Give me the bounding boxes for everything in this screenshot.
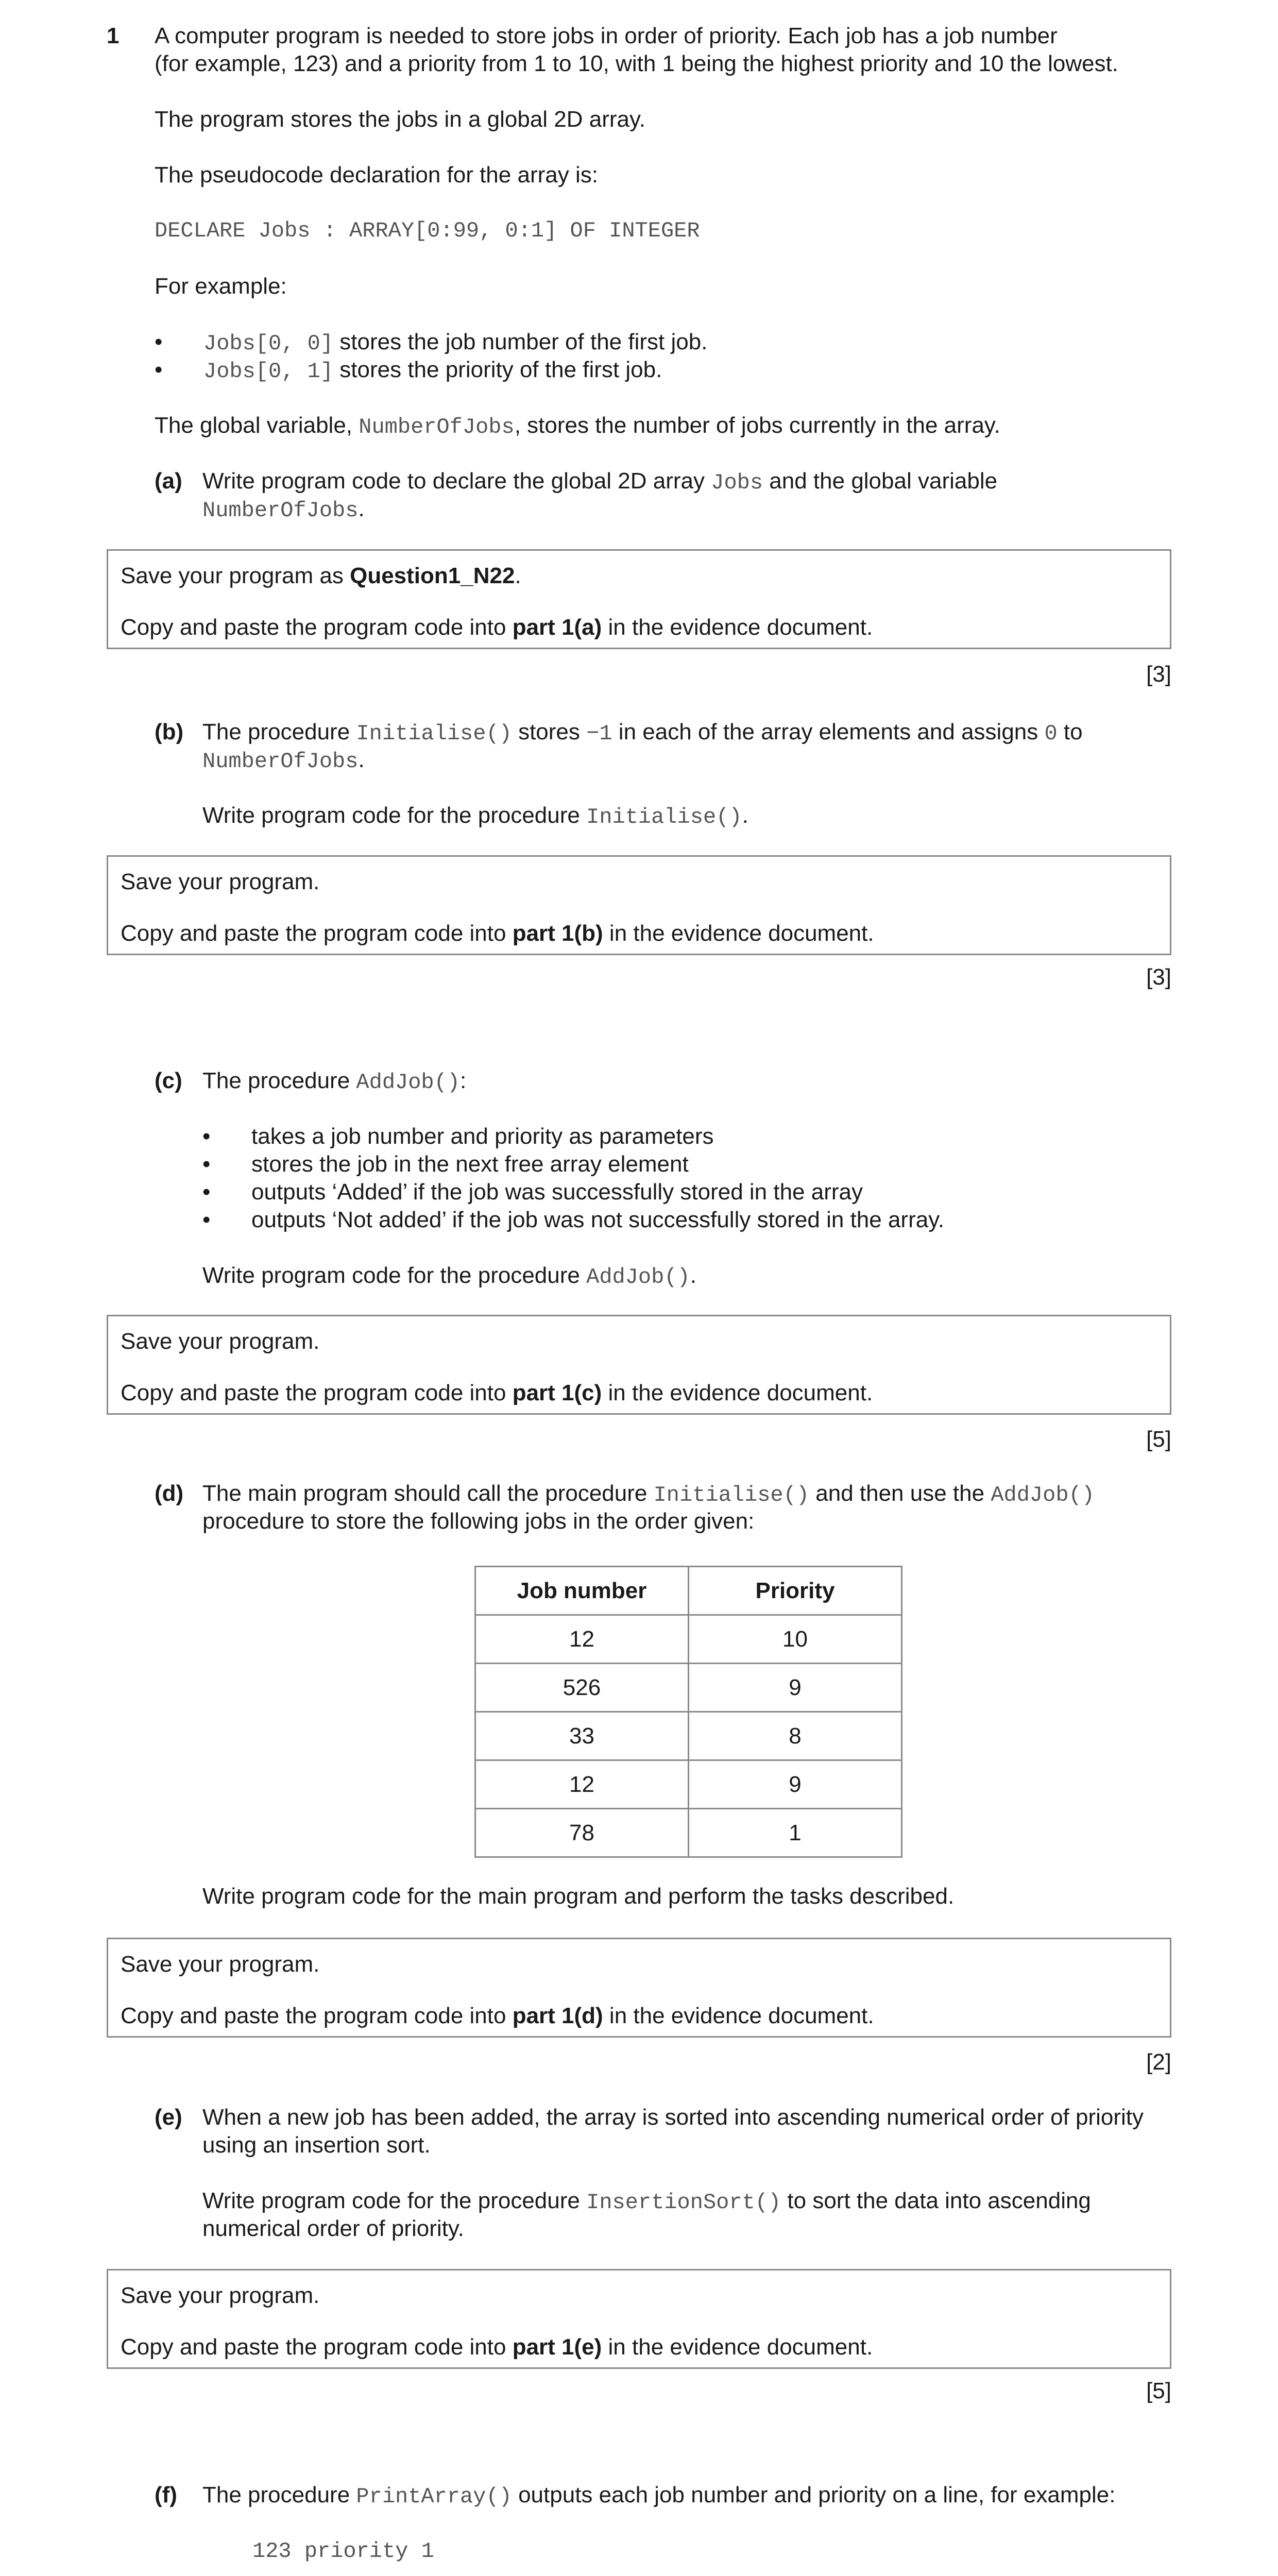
header-priority: Priority xyxy=(689,1567,902,1615)
part-d-task: Write program code for the main program and perform the tasks described. xyxy=(202,1884,955,1909)
code: Initialise() xyxy=(356,721,512,746)
text: Write program code to declare the global 2D array xyxy=(202,468,711,494)
text: Copy and paste the program code into xyxy=(121,1380,513,1405)
marks-c: [5] xyxy=(1146,1427,1171,1452)
part-ref: part 1(b) xyxy=(512,921,603,946)
filename: Question1_N22 xyxy=(350,563,515,588)
cell-job-number: 12 xyxy=(475,1615,689,1664)
box-line-save: Save your program. xyxy=(121,2283,320,2308)
code: NumberOfJobs xyxy=(202,749,359,774)
text: and the global variable xyxy=(763,468,998,494)
bullet-mark: • xyxy=(202,1179,211,1205)
bullet-text: takes a job number and priority as parameters xyxy=(251,1124,714,1149)
global-text-pre: The global variable, xyxy=(155,413,359,438)
cell-job-number: 526 xyxy=(475,1664,689,1712)
box-line-copy xyxy=(121,920,874,947)
instruction-box-c xyxy=(107,1315,1171,1415)
text: . xyxy=(690,1263,696,1288)
text: in the evidence document. xyxy=(602,615,873,640)
box-line-save: Save your program. xyxy=(121,869,320,894)
part-e-label: (e) xyxy=(155,2105,182,2130)
box-line-copy xyxy=(121,1379,873,1407)
example-text-2: stores the priority of the first job. xyxy=(333,357,662,382)
text: Write program code for the procedure xyxy=(202,803,587,828)
marks-e: [5] xyxy=(1146,2378,1171,2403)
code: AddJob() xyxy=(586,1265,690,1290)
part-b-line-1 xyxy=(202,718,1171,748)
code: AddJob() xyxy=(991,1483,1095,1507)
text: Write program code for the procedure xyxy=(202,2188,587,2213)
text: in the evidence document. xyxy=(602,2334,873,2360)
bullet-mark: • xyxy=(202,1124,211,1149)
global-text-post: , stores the number of jobs currently in the array. xyxy=(514,413,1000,438)
part-e-task-line-1 xyxy=(202,2187,1171,2216)
example-code-2: Jobs[0, 1] xyxy=(203,359,334,384)
cell-job-number: 12 xyxy=(475,1760,689,1809)
part-c-task xyxy=(202,1262,696,1291)
question-number: 1 xyxy=(107,23,120,48)
bullet-text: outputs ‘Not added’ if the job was not successfully stored in the array. xyxy=(251,1207,945,1232)
instruction-box-b xyxy=(107,855,1171,955)
part-c-label: (c) xyxy=(155,1068,182,1093)
marks-a: [3] xyxy=(1146,662,1171,687)
intro-paragraph-2: The program stores the jobs in a global 2D array. xyxy=(155,107,645,132)
intro-line-2: (for example, 123) and a priority from 1 to 10, with 1 being the highest priority and 10 the lowest. xyxy=(155,51,1119,76)
text: Copy and paste the program code into xyxy=(121,2003,513,2028)
text: in the evidence document. xyxy=(602,1380,873,1405)
text: : xyxy=(460,1068,467,1093)
part-b-task xyxy=(202,802,748,831)
bullet-mark: • xyxy=(202,1151,211,1177)
text: The procedure xyxy=(202,719,356,744)
text: Save your program as xyxy=(121,563,350,588)
marks-d: [2] xyxy=(1146,2049,1171,2075)
text: . xyxy=(742,803,748,828)
code: Initialise() xyxy=(586,805,742,829)
example-output-1: 123 priority 1 xyxy=(252,2539,434,2564)
part-a-line-1 xyxy=(202,467,1171,497)
table-header-row xyxy=(475,1567,902,1615)
table-row xyxy=(475,1712,902,1760)
text: outputs each job number and priority on a line, for example: xyxy=(512,2482,1116,2507)
example-label: For example: xyxy=(155,274,287,299)
table-row xyxy=(475,1615,902,1664)
instruction-box-e xyxy=(107,2269,1171,2369)
part-ref: part 1(d) xyxy=(512,2003,603,2028)
intro-line-1: A computer program is needed to store jobs in order of priority. Each job has a job number xyxy=(155,23,1058,48)
cell-priority: 10 xyxy=(689,1615,902,1664)
text: . xyxy=(358,747,365,772)
code: Initialise() xyxy=(653,1483,810,1507)
part-ref: part 1(a) xyxy=(512,615,602,640)
part-a-label: (a) xyxy=(155,468,182,494)
intro-paragraph-3: The pseudocode declaration for the array is: xyxy=(155,162,598,188)
part-d-line-2: procedure to store the following jobs in the order given: xyxy=(202,1509,755,1534)
part-f-line-1 xyxy=(202,2481,1115,2511)
part-f-label: (f) xyxy=(155,2482,177,2507)
bullet-mark: • xyxy=(202,1207,211,1232)
text: Write program code for the procedure xyxy=(202,1263,587,1288)
bullet-text: outputs ‘Added’ if the job was successfully stored in the array xyxy=(251,1179,863,1205)
header-job-number: Job number xyxy=(475,1567,689,1615)
text: Copy and paste the program code into xyxy=(121,921,513,946)
part-ref: part 1(e) xyxy=(512,2334,602,2360)
example-text-1: stores the job number of the first job. xyxy=(333,329,708,354)
box-line-save: Save your program. xyxy=(121,1952,320,1977)
cell-priority: 9 xyxy=(689,1760,902,1809)
part-b-line-2 xyxy=(202,746,365,775)
bullet-mark: • xyxy=(155,329,163,354)
text: to xyxy=(1057,719,1083,744)
part-a-line-2 xyxy=(202,495,365,524)
cell-priority: 9 xyxy=(689,1664,902,1712)
jobs-table xyxy=(474,1566,902,1858)
code: InsertionSort() xyxy=(586,2190,781,2215)
bullet-mark: • xyxy=(155,357,163,382)
text: Copy and paste the program code into xyxy=(121,615,513,640)
text: The main program should call the procedure xyxy=(202,1481,654,1506)
cell-priority: 1 xyxy=(689,1809,902,1857)
cell-job-number: 78 xyxy=(475,1809,689,1857)
cell-priority: 8 xyxy=(689,1712,902,1760)
box-line-save xyxy=(121,562,521,590)
text: and then use the xyxy=(809,1481,991,1506)
table-row xyxy=(475,1760,902,1809)
table-row xyxy=(475,1664,902,1712)
text: in the evidence document. xyxy=(603,921,874,946)
text: in the evidence document. xyxy=(603,2003,874,2028)
part-c-intro xyxy=(202,1067,466,1096)
text: . xyxy=(515,563,521,588)
code: 0 xyxy=(1044,721,1058,746)
instruction-box-a xyxy=(107,549,1171,649)
text: in each of the array elements and assigns xyxy=(612,719,1045,744)
text: . xyxy=(358,496,365,521)
code: NumberOfJobs xyxy=(202,498,359,523)
code: PrintArray() xyxy=(356,2484,512,2509)
code: −1 xyxy=(586,721,612,746)
code: AddJob() xyxy=(356,1070,461,1095)
part-ref: part 1(c) xyxy=(512,1380,602,1405)
box-line-copy xyxy=(121,614,873,641)
text: to sort the data into ascending xyxy=(781,2188,1091,2213)
part-e-task-line-2: numerical order of priority. xyxy=(202,2216,464,2241)
box-line-copy xyxy=(121,2333,873,2361)
global-code: NumberOfJobs xyxy=(359,415,515,439)
example-code-1: Jobs[0, 0] xyxy=(203,331,334,356)
box-line-save: Save your program. xyxy=(121,1329,320,1354)
part-d-line-1 xyxy=(202,1480,1171,1509)
part-e-line-1: When a new job has been added, the array is sorted into ascending numerical order of priority xyxy=(202,2105,1144,2130)
cell-job-number: 33 xyxy=(475,1712,689,1760)
marks-b: [3] xyxy=(1146,964,1171,990)
part-b-label: (b) xyxy=(155,719,184,744)
table-row xyxy=(475,1809,902,1857)
code: Jobs xyxy=(711,470,763,495)
text: Copy and paste the program code into xyxy=(121,2334,513,2360)
array-declaration: DECLARE Jobs : ARRAY[0:99, 0:1] OF INTEGER xyxy=(155,218,700,243)
part-e-line-2: using an insertion sort. xyxy=(202,2132,431,2158)
part-d-label: (d) xyxy=(155,1481,184,1506)
global-variable-sentence xyxy=(155,412,1000,441)
text: The procedure xyxy=(202,1068,356,1093)
text: stores xyxy=(512,719,587,744)
instruction-box-d xyxy=(107,1938,1171,2038)
text: The procedure xyxy=(202,2482,356,2507)
box-line-copy xyxy=(121,2002,874,2030)
bullet-text: stores the job in the next free array element xyxy=(251,1151,689,1177)
